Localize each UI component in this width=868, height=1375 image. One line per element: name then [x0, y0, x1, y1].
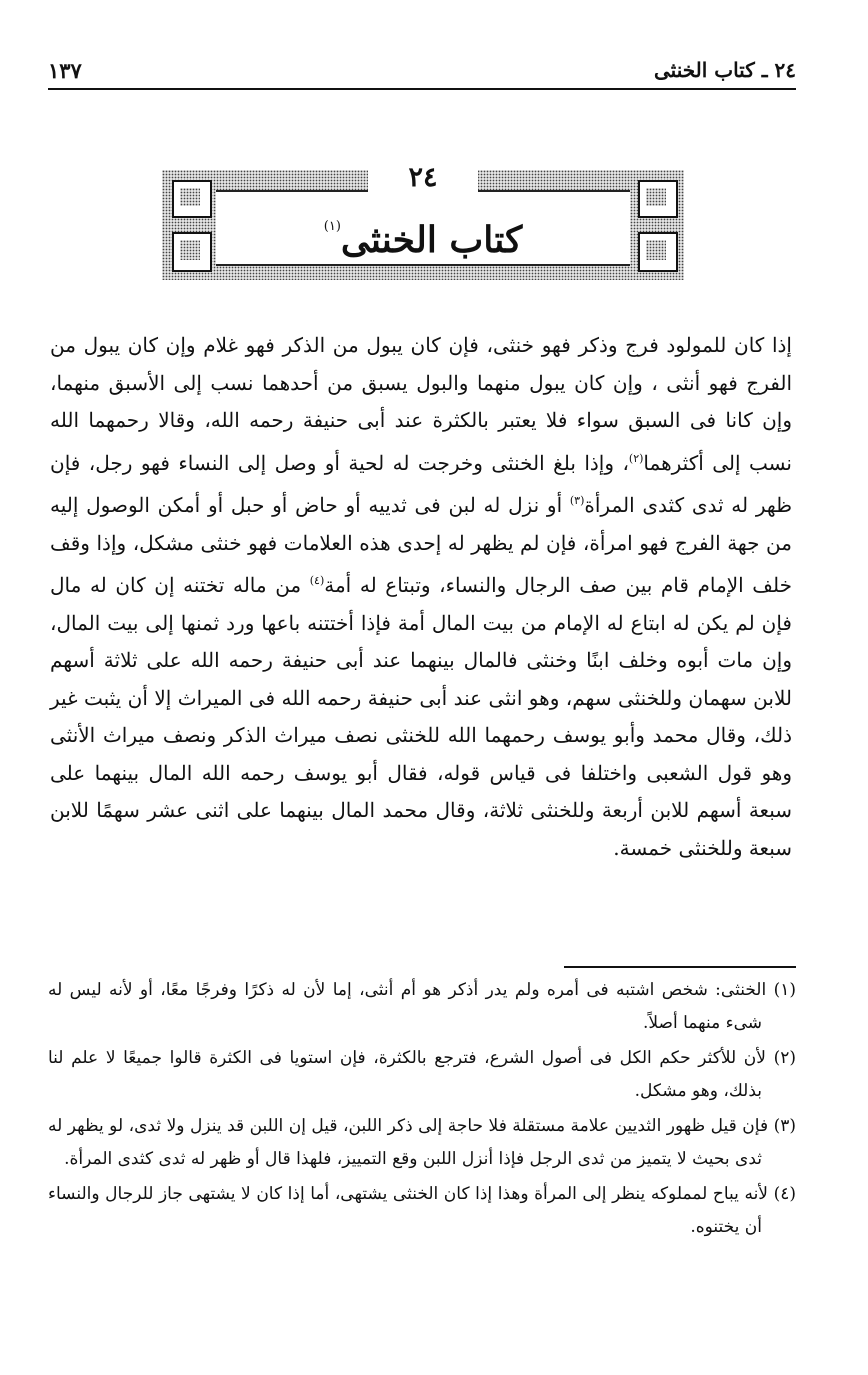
chapter-title-text: كتاب الخنثى — [340, 219, 523, 261]
chapter-body-text — [50, 327, 792, 867]
banner-ornament-left-bottom-fill — [180, 240, 200, 260]
chapter-title-footnote-marker: (١) — [323, 219, 341, 234]
footnote-ref-4: (٤) — [309, 574, 325, 587]
banner-ornament-left-top-fill — [180, 188, 200, 206]
chapter-banner — [162, 162, 684, 280]
footnote-2: (٢) لأن للأكثر حكم الكل فى أصول الشرع، فترجع بالكثرة، فإن استويا فى الكثرة قالوا جميعًا لا علم لنا بذلك، وهو مشكل. — [48, 1048, 796, 1101]
body-segment-1: إذا كان للمولود فرج وذكر فهو خنثى، فإن كان يبول من الذكر فهو غلام وإن كان يبول من الفرج فهو أنثى ، وإن كان يبول منهما والبول يسبق من أحدهما نسب إلى الأسبق منهما، وإن كانا فى السبق سواء فلا يعتبر بالكثرة عند أبى حنيفة رحمه الله، وقالا رحمهما الله نسب إلى أكثرهما — [50, 333, 792, 475]
chapter-title — [216, 203, 630, 264]
page-number: ١٣٧ — [48, 58, 82, 83]
running-header — [48, 50, 796, 90]
footnote-ref-2: (٢) — [628, 451, 644, 465]
footnote-1: (١) الخنثى: شخص اشتبه فى أمره ولم يدر أذكر هو أم أنثى، إما لأن له ذكرًا وفرجًا معًا، أو لأنه ليس له شىء منهما أصلاً. — [48, 980, 797, 1033]
footnote-ref-3: (٣) — [569, 494, 585, 507]
body-segment-3: أو نزل له لبن فى ثدييه أو حاض أو حبل أو أمكن الوصول إليه من جهة الفرج فهو امرأة، فإن لم يظهر له إحدى هذه العلامات فهو خنثى مشكل، وإذا وقف خلف الإمام قام بين صف الرجال والنساء، وتبتاع له أمة — [50, 493, 792, 597]
footnote-3: (٣) فإن قيل ظهور الثديين علامة مستقلة فلا حاجة إلى ذكر اللبن، قيل إن اللبن قد ينزل ولا ثدى، لو يظهر له ثدى بحيث لا يتميز من ثدى الرجل فإذا أنزل اللبن وقع التمييز، فلهذا قال أو ظهر له ثدى كثدى المرأة. — [48, 1116, 796, 1169]
footnote-4: (٤) لأنه يباح لمملوكه ينظر إلى المرأة وهذا إذا كان الخنثى يشتهى، أما إذا كان لا يشتهى جاز للرجال والنساء أن يختنوه. — [48, 1184, 796, 1237]
banner-ornament-right-bottom-fill — [646, 240, 666, 260]
chapter-number: ٢٤ — [368, 162, 478, 194]
footnote-separator — [564, 966, 796, 968]
body-segment-2: ، وإذا بلغ الخنثى وخرجت له لحية أو وصل إلى النساء فهو رجل، فإن ظهر له ثدى كثدى المرأة — [50, 450, 792, 517]
footnotes — [48, 974, 796, 1246]
banner-ornament-right-top-fill — [646, 188, 666, 206]
running-title: ٢٤ ـ كتاب الخنثى — [653, 58, 796, 82]
body-segment-4: من ماله تختنه إن كان له مال فإن لم يكن له ابتاع له الإمام من بيت المال أمة فإذا أختتنه باعها ورد ثمنها إلى بيت المال، وإن مات أبوه وخلف ابنًا وخنثى فالمال بينهما عند أبى حنيفة رحمه الله على ثلاثة أسهم للابن سهمان وللخنثى سهم، وهو انثى عند أبى حنيفة رحمه الله فى الميراث إلا أن يثبت غير ذلك، وقال محمد وأبو يوسف رحمهما الله للخنثى نصف ميراث الذكر ونصف ميراث الأنثى وهو قول الشعبى واختلفا فى قياس قوله، فقال أبو يوسف رحمه الله المال بينهما على سبعة أسهم للابن أربعة وللخنثى ثلاثة، وقال محمد المال بينهما على اثنى عشر سهمًا للابن سبعة وللخنثى خمسة. — [50, 573, 792, 860]
